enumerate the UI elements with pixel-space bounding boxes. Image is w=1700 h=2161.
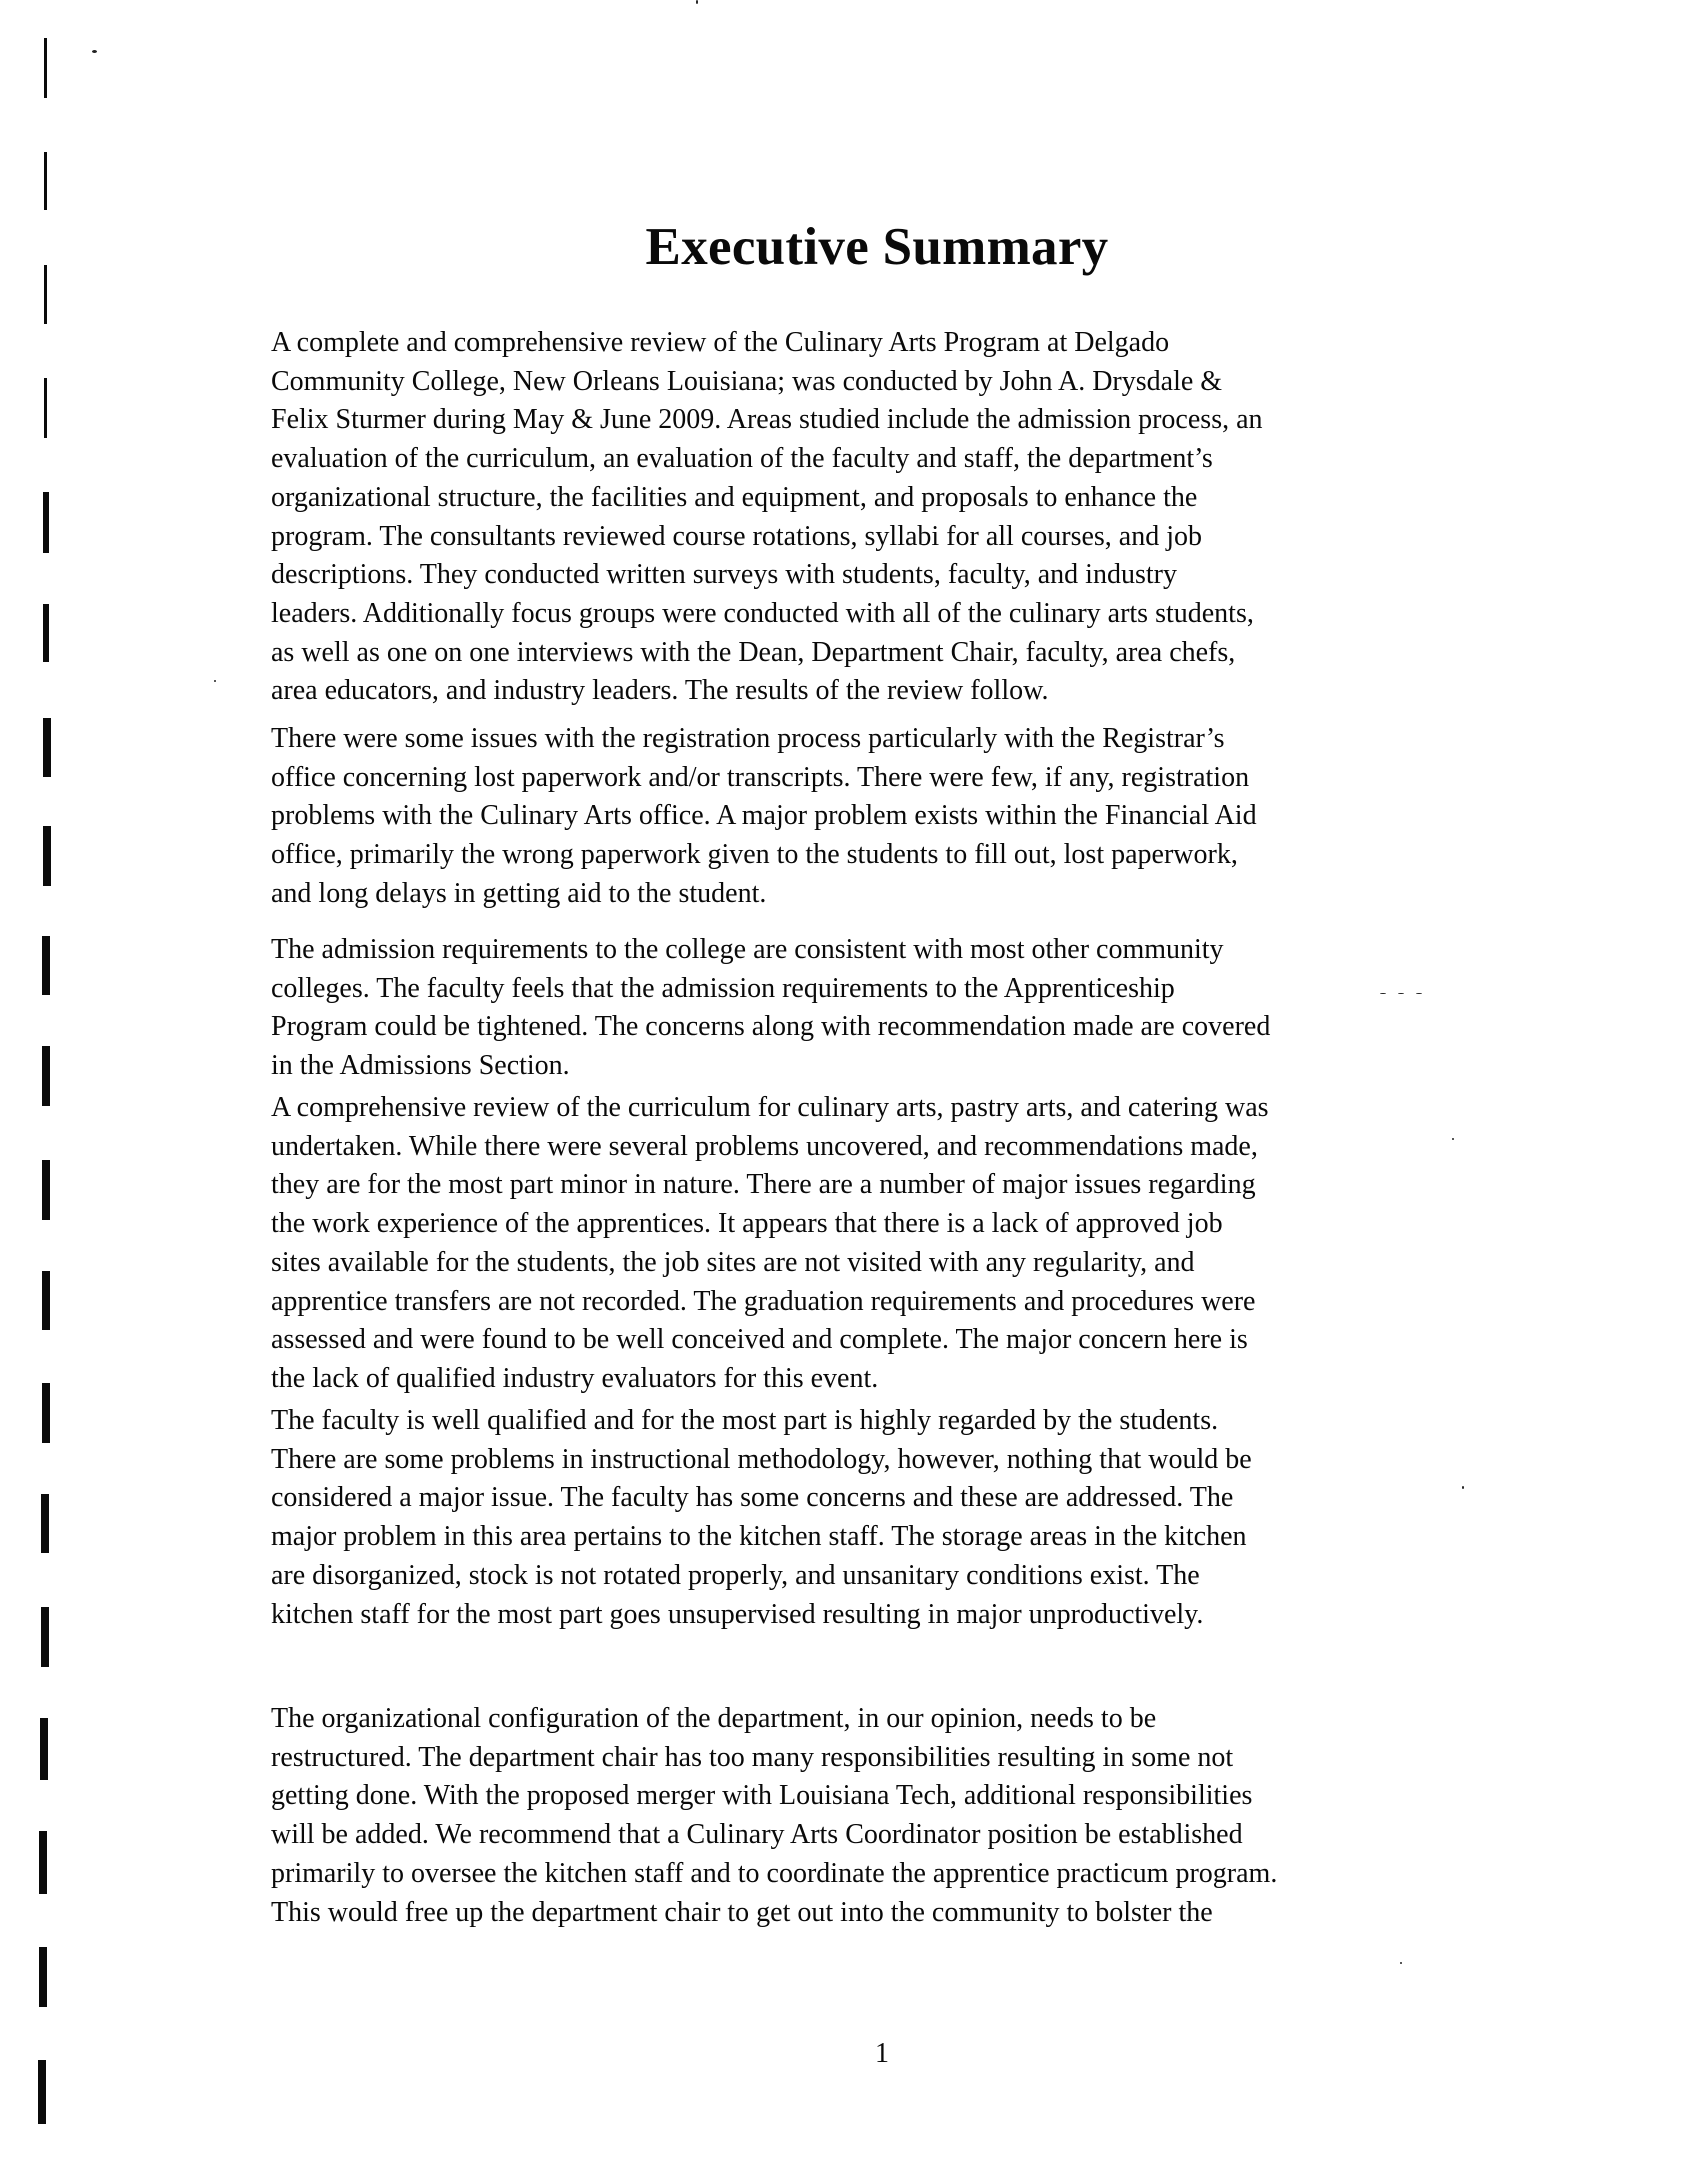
text-line: Program could be tightened. The concerns along with recommendation made are covered (271, 1011, 1271, 1043)
text-line: they are for the most part minor in nature. There are a number of major issues regarding (271, 1169, 1256, 1201)
text-line: office, primarily the wrong paperwork given to the students to fill out, lost paperwork, (271, 839, 1238, 871)
binder-mark (39, 1947, 47, 2007)
text-line: the work experience of the apprentices. It appears that there is a lack of approved job (271, 1208, 1223, 1240)
text-line: and long delays in getting aid to the student. (271, 877, 767, 909)
text-line: considered a major issue. The faculty has some concerns and these are addressed. The (271, 1482, 1234, 1514)
text-line: primarily to oversee the kitchen staff and to coordinate the apprentice practicum program. (271, 1857, 1278, 1889)
text-line: in the Admissions Section. (271, 1050, 570, 1082)
binder-mark (39, 1831, 47, 1894)
scan-speck (696, 0, 698, 4)
text-line: A comprehensive review of the curriculum for culinary arts, pastry arts, and catering was (271, 1092, 1269, 1123)
binder-mark (44, 378, 47, 438)
text-line: office concerning lost paperwork and/or transcripts. There were few, if any, registration (271, 761, 1250, 793)
text-line: leaders. Additionally focus groups were conducted with all of the culinary arts students, (271, 597, 1254, 629)
binder-mark (44, 38, 47, 98)
scan-speck (92, 50, 97, 53)
text-line: sites available for the students, the job sites are not visited with any regularity, and (271, 1246, 1195, 1278)
binder-mark (42, 1383, 50, 1443)
paragraph-registration (271, 720, 1486, 914)
binder-mark (42, 1160, 50, 1220)
binder-mark (42, 1271, 50, 1330)
binder-mark (44, 152, 47, 210)
text-line: assessed and were found to be well conceived and complete. The major concern here is (271, 1324, 1248, 1356)
text-line: will be added. We recommend that a Culinary Arts Coordinator position be established (271, 1819, 1243, 1851)
text-line: problems with the Culinary Arts office. A major problem exists within the Financial Aid (271, 800, 1257, 832)
binder-mark (43, 826, 51, 886)
text-line: Felix Sturmer during May & June 2009. Areas studied include the admission process, an (271, 404, 1263, 436)
binder-mark (41, 1607, 49, 1667)
paragraph-curriculum (271, 1089, 1486, 1399)
text-line: undertaken. While there were several problems uncovered, and recommendations made, (271, 1130, 1258, 1162)
binder-mark (40, 1718, 48, 1780)
text-line: Community College, New Orleans Louisiana; was conducted by John A. Drysdale & (271, 365, 1223, 397)
text-line: program. The consultants reviewed course rotations, syllabi for all courses, and job (271, 520, 1203, 552)
text-line: organizational structure, the facilities and equipment, and proposals to enhance the (271, 481, 1198, 513)
text-line: apprentice transfers are not recorded. The graduation requirements and procedures were (271, 1285, 1256, 1317)
text-line: the lack of qualified industry evaluators for this event. (271, 1362, 879, 1394)
text-line: The admission requirements to the college are consistent with most other community (271, 934, 1224, 965)
text-line: A complete and comprehensive review of the Culinary Arts Program at Delgado (271, 327, 1170, 358)
text-line: evaluation of the curriculum, an evaluation of the faculty and staff, the department’s (271, 443, 1213, 475)
text-line: area educators, and industry leaders. The results of the review follow. (271, 675, 1049, 707)
text-line: major problem in this area pertains to the kitchen staff. The storage areas in the kitchen (271, 1521, 1247, 1553)
binder-mark (42, 1046, 50, 1106)
binder-mark (43, 492, 49, 553)
page-title: Executive Summary (645, 218, 1109, 276)
text-line: The faculty is well qualified and for the most part is highly regarded by the students. (271, 1405, 1219, 1436)
page-number: 1 (875, 2038, 889, 2069)
text-line: The organizational configuration of the department, in our opinion, needs to be (271, 1703, 1157, 1734)
paragraph-organization (271, 1700, 1486, 1932)
paragraph-admissions (271, 931, 1486, 1086)
text-line: colleges. The faculty feels that the admission requirements to the Apprenticeship (271, 972, 1175, 1004)
text-line: restructured. The department chair has too many responsibilities resulting in some not (271, 1741, 1234, 1773)
binder-mark (41, 1494, 49, 1553)
text-line: descriptions. They conducted written surveys with students, faculty, and industry (271, 559, 1177, 591)
text-line: This would free up the department chair to get out into the community to bolster the (271, 1896, 1213, 1928)
text-line: There are some problems in instructional methodology, however, nothing that would be (271, 1443, 1252, 1475)
text-line: are disorganized, stock is not rotated properly, and unsanitary conditions exist. The (271, 1559, 1200, 1591)
text-line: kitchen staff for the most part goes unsupervised resulting in major unproductively. (271, 1598, 1204, 1630)
text-line: as well as one on one interviews with the Dean, Department Chair, faculty, area chefs, (271, 636, 1236, 668)
scan-speck (214, 680, 216, 682)
binder-mark (43, 718, 51, 777)
paragraph-overview (271, 324, 1486, 711)
binder-mark (43, 604, 49, 662)
scan-speck (1400, 1962, 1402, 1964)
binder-mark (42, 936, 50, 995)
paragraph-faculty (271, 1402, 1486, 1634)
text-line: There were some issues with the registration process particularly with the Registrar’s (271, 723, 1225, 754)
text-line: getting done. With the proposed merger with Louisiana Tech, additional responsibilities (271, 1780, 1253, 1812)
